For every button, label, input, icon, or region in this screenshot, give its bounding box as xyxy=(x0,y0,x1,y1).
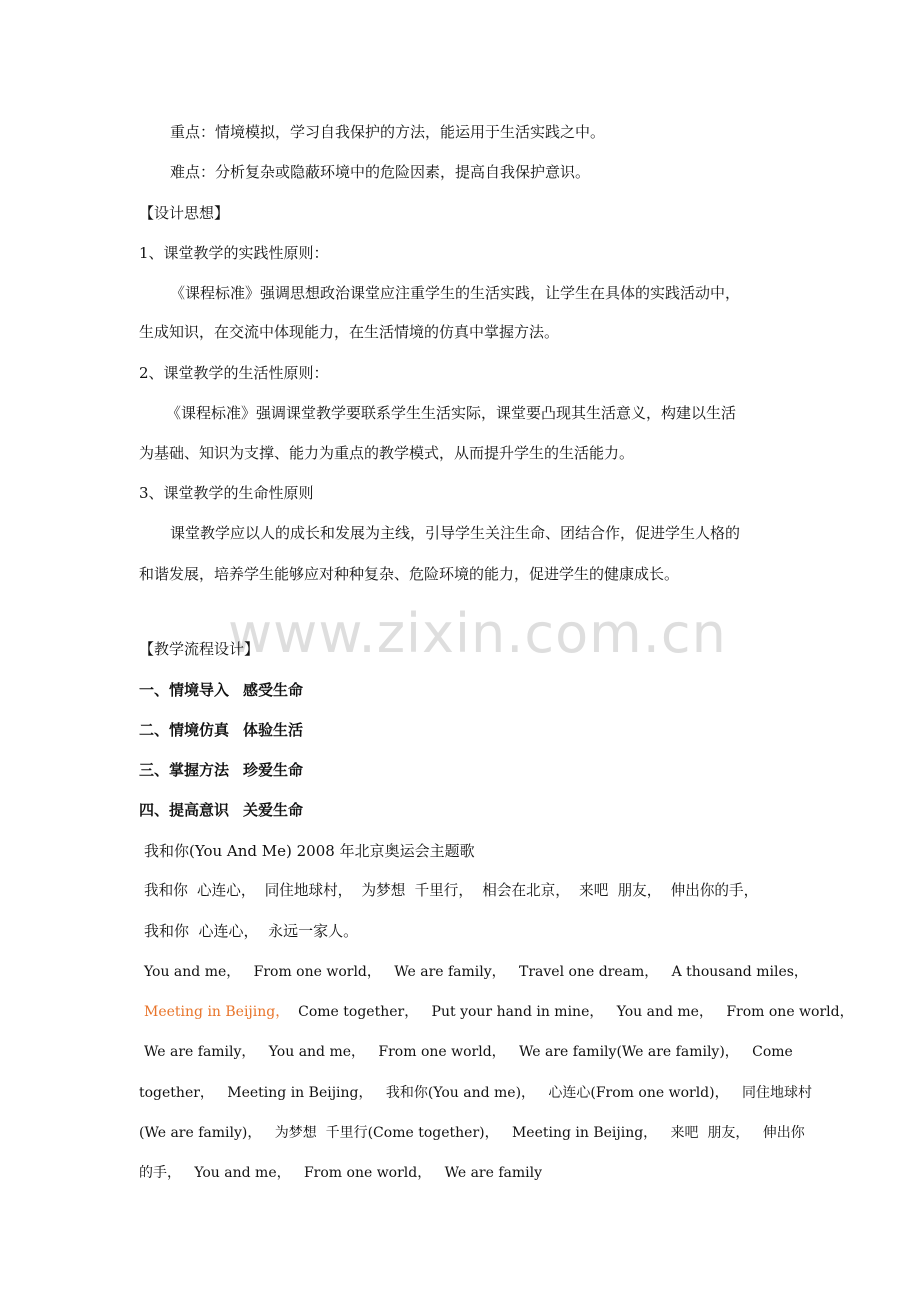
flow-step-2-theme: 体验生活 xyxy=(243,721,304,739)
song-highlight-text: Meeting in Beijing， xyxy=(144,1004,290,1020)
song-en-line-6: 的手， You and me， From one world， We are family xyxy=(139,1165,543,1181)
song-en-line-1: You and me， From one world， We are family， Travel one dream， A thousand miles， xyxy=(144,964,808,980)
principle-2-line-1: 《课程标准》强调课堂教学要联系学生生活实际，课堂要凸现其生活意义，构建以生活 xyxy=(166,404,737,422)
design-heading: 【设计思想】 xyxy=(139,204,230,222)
song-title: 我和你(You And Me) 2008 年北京奥运会主题歌 xyxy=(144,842,475,860)
principle-1-title: 1、课堂教学的实践性原则： xyxy=(139,244,329,262)
watermark: www.zixin.com.cn xyxy=(228,602,727,665)
song-cn-line-2: 我和你 心连心， 永远一家人。 xyxy=(144,922,359,940)
flow-step-1-theme: 感受生命 xyxy=(243,681,304,699)
principle-3-line-1: 课堂教学应以人的成长和发展为主线，引导学生关注生命、团结合作，促进学生人格的 xyxy=(170,524,741,542)
flow-step-1-label: 一、情境导入 xyxy=(139,681,230,699)
flow-step-4-theme: 关爱生命 xyxy=(243,801,304,819)
principle-3-title: 3、课堂教学的生命性原则 xyxy=(139,484,314,502)
flow-step-2-label: 二、情境仿真 xyxy=(139,721,230,739)
flow-step-3-label: 三、掌握方法 xyxy=(139,761,230,779)
principle-1-line-2: 生成知识，在交流中体现能力，在生活情境的仿真中掌握方法。 xyxy=(139,323,560,341)
song-en-line-3: We are family， You and me， From one world， We are family(We are family)， Come xyxy=(144,1044,793,1060)
principle-3-line-2: 和谐发展，培养学生能够应对种种复杂、危险环境的能力，促进学生的健康成长。 xyxy=(139,565,680,583)
song-cn-line-1: 我和你 心连心， 同住地球村， 为梦想 千里行， 相会在北京， 来吧 朋友， 伸出你的手， xyxy=(144,882,759,899)
flow-step-4-label: 四、提高意识 xyxy=(139,801,230,819)
flow-heading: 【教学流程设计】 xyxy=(139,640,260,658)
flow-step-1 xyxy=(139,680,799,700)
flow-step-3-theme: 珍爱生命 xyxy=(243,761,304,779)
principle-2-title: 2、课堂教学的生活性原则： xyxy=(139,364,329,382)
flow-step-4 xyxy=(139,800,799,820)
song-en-line-2-rest: Come together， Put your hand in mine， You and me， From one world， xyxy=(289,1004,854,1020)
flow-step-3 xyxy=(139,760,799,780)
key-point-text: 重点：情境模拟，学习自我保护的方法，能运用于生活实践之中。 xyxy=(170,123,606,141)
song-en-line-5: (We are family)， 为梦想 千里行(Come together)， Meeting in Beijing， 来吧 朋友， 伸出你 xyxy=(139,1125,805,1141)
difficult-point-text: 难点：分析复杂或隐蔽环境中的危险因素，提高自我保护意识。 xyxy=(170,163,591,181)
song-en-line-2 xyxy=(144,1002,854,1022)
principle-2-line-2: 为基础、知识为支撑、能力为重点的教学模式，从而提升学生的生活能力。 xyxy=(139,444,635,462)
flow-step-2 xyxy=(139,720,799,740)
principle-1-line-1: 《课程标准》强调思想政治课堂应注重学生的生活实践，让学生在具体的实践活动中， xyxy=(170,284,741,302)
song-en-line-4: together， Meeting in Beijing， 我和你(You and me)， 心连心(From one world)， 同住地球村 xyxy=(139,1085,812,1101)
